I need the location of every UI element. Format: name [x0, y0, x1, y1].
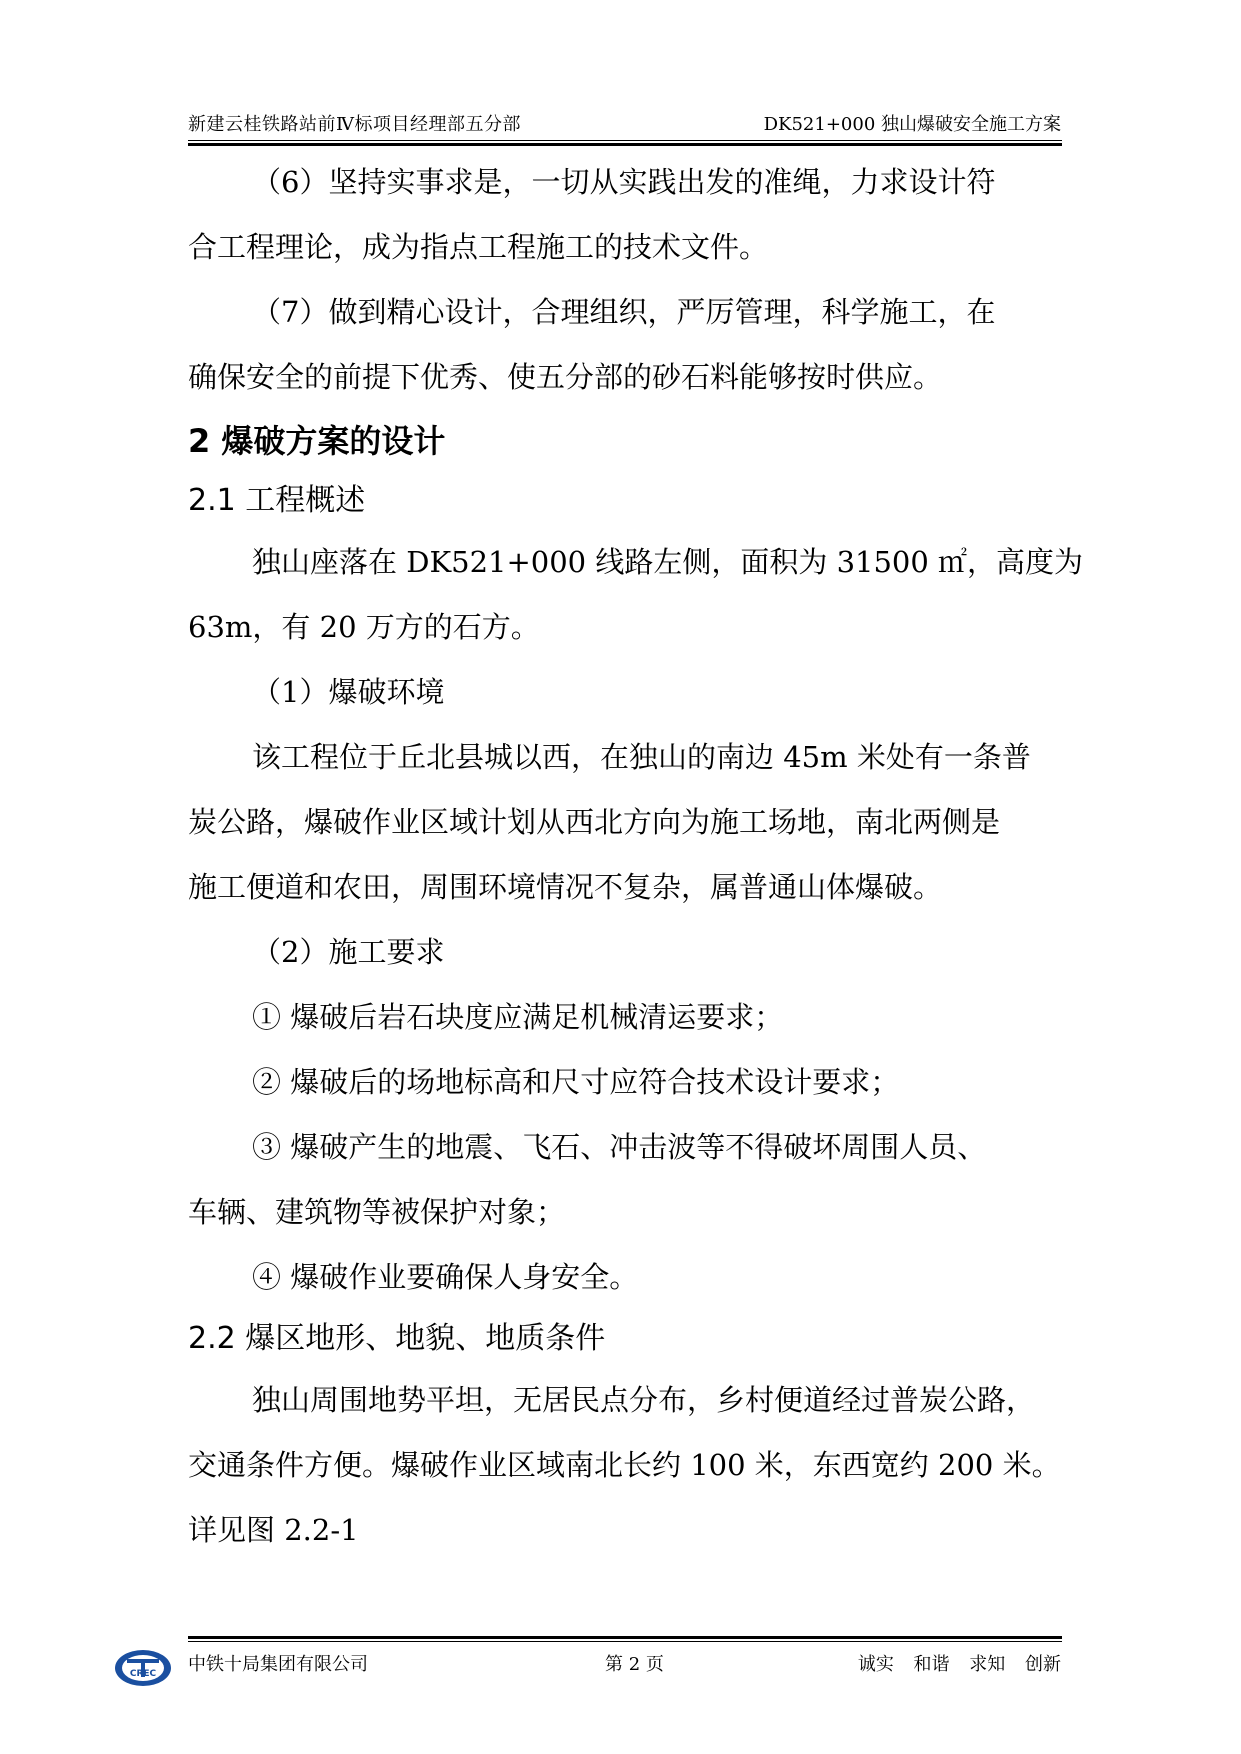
- company-logo-icon: [113, 1648, 173, 1692]
- logo-text: CREC: [129, 1669, 157, 1679]
- requirements-title: （2）施工要求: [252, 935, 445, 969]
- footer-rule-thin: [188, 1641, 1062, 1642]
- terrain-line-1: 独山周围地势平坦，无居民点分布，乡村便道经过普炭公路，: [252, 1383, 1036, 1417]
- terrain-line-3: 详见图 2.2-1: [188, 1513, 359, 1547]
- header-rule-thick: [188, 143, 1062, 146]
- header-project-name: 新建云桂铁路站前Ⅳ标项目经理部五分部: [188, 114, 521, 135]
- environment-title: （1）爆破环境: [252, 675, 445, 709]
- requirement-3-line-1: ③ 爆破产生的地震、飞石、冲击波等不得破坏周围人员、: [252, 1130, 987, 1164]
- heading-section-2-2: 2.2 爆区地形、地貌、地质条件: [188, 1321, 606, 1356]
- footer-rule-thick: [188, 1636, 1062, 1639]
- footer-motto: 诚实 和谐 求知 创新: [857, 1654, 1061, 1675]
- environment-line-1: 该工程位于丘北县城以西，在独山的南边 45m 米处有一条普: [252, 740, 1031, 774]
- heading-section-2: 2 爆破方案的设计: [188, 422, 446, 460]
- requirement-1: ① 爆破后岩石块度应满足机械清运要求；: [252, 1000, 784, 1034]
- environment-line-3: 施工便道和农田，周围环境情况不复杂，属普通山体爆破。: [188, 870, 943, 904]
- footer-company-name: 中铁十局集团有限公司: [188, 1654, 368, 1675]
- paragraph-6-line-1: （6）坚持实事求是，一切从实践出发的准绳，力求设计符: [252, 165, 996, 199]
- requirement-4: ④ 爆破作业要确保人身安全。: [252, 1260, 639, 1294]
- overview-line-2: 63m，有 20 万方的石方。: [188, 610, 540, 644]
- header-rule-thin: [188, 140, 1062, 141]
- footer-page-number: 第 2 页: [605, 1654, 664, 1675]
- paragraph-7-line-2: 确保安全的前提下优秀、使五分部的砂石料能够按时供应。: [188, 360, 943, 394]
- terrain-line-2: 交通条件方便。爆破作业区域南北长约 100 米，东西宽约 200 米。: [188, 1448, 1061, 1482]
- header-document-title: DK521+000 独山爆破安全施工方案: [763, 114, 1061, 135]
- requirement-3-line-2: 车辆、建筑物等被保护对象；: [188, 1195, 566, 1229]
- page-content: [188, 150, 1084, 1563]
- heading-section-2-1: 2.1 工程概述: [188, 483, 366, 518]
- overview-line-1: 独山座落在 DK521+000 线路左侧，面积为 31500 ㎡，高度为: [252, 545, 1084, 579]
- paragraph-7-line-1: （7）做到精心设计，合理组织，严厉管理，科学施工，在: [252, 295, 996, 329]
- paragraph-6-line-2: 合工程理论，成为指点工程施工的技术文件。: [188, 230, 769, 264]
- requirement-2: ② 爆破后的场地标高和尺寸应符合技术设计要求；: [252, 1065, 900, 1099]
- environment-line-2: 炭公路，爆破作业区域计划从西北方向为施工场地，南北两侧是: [188, 805, 1001, 839]
